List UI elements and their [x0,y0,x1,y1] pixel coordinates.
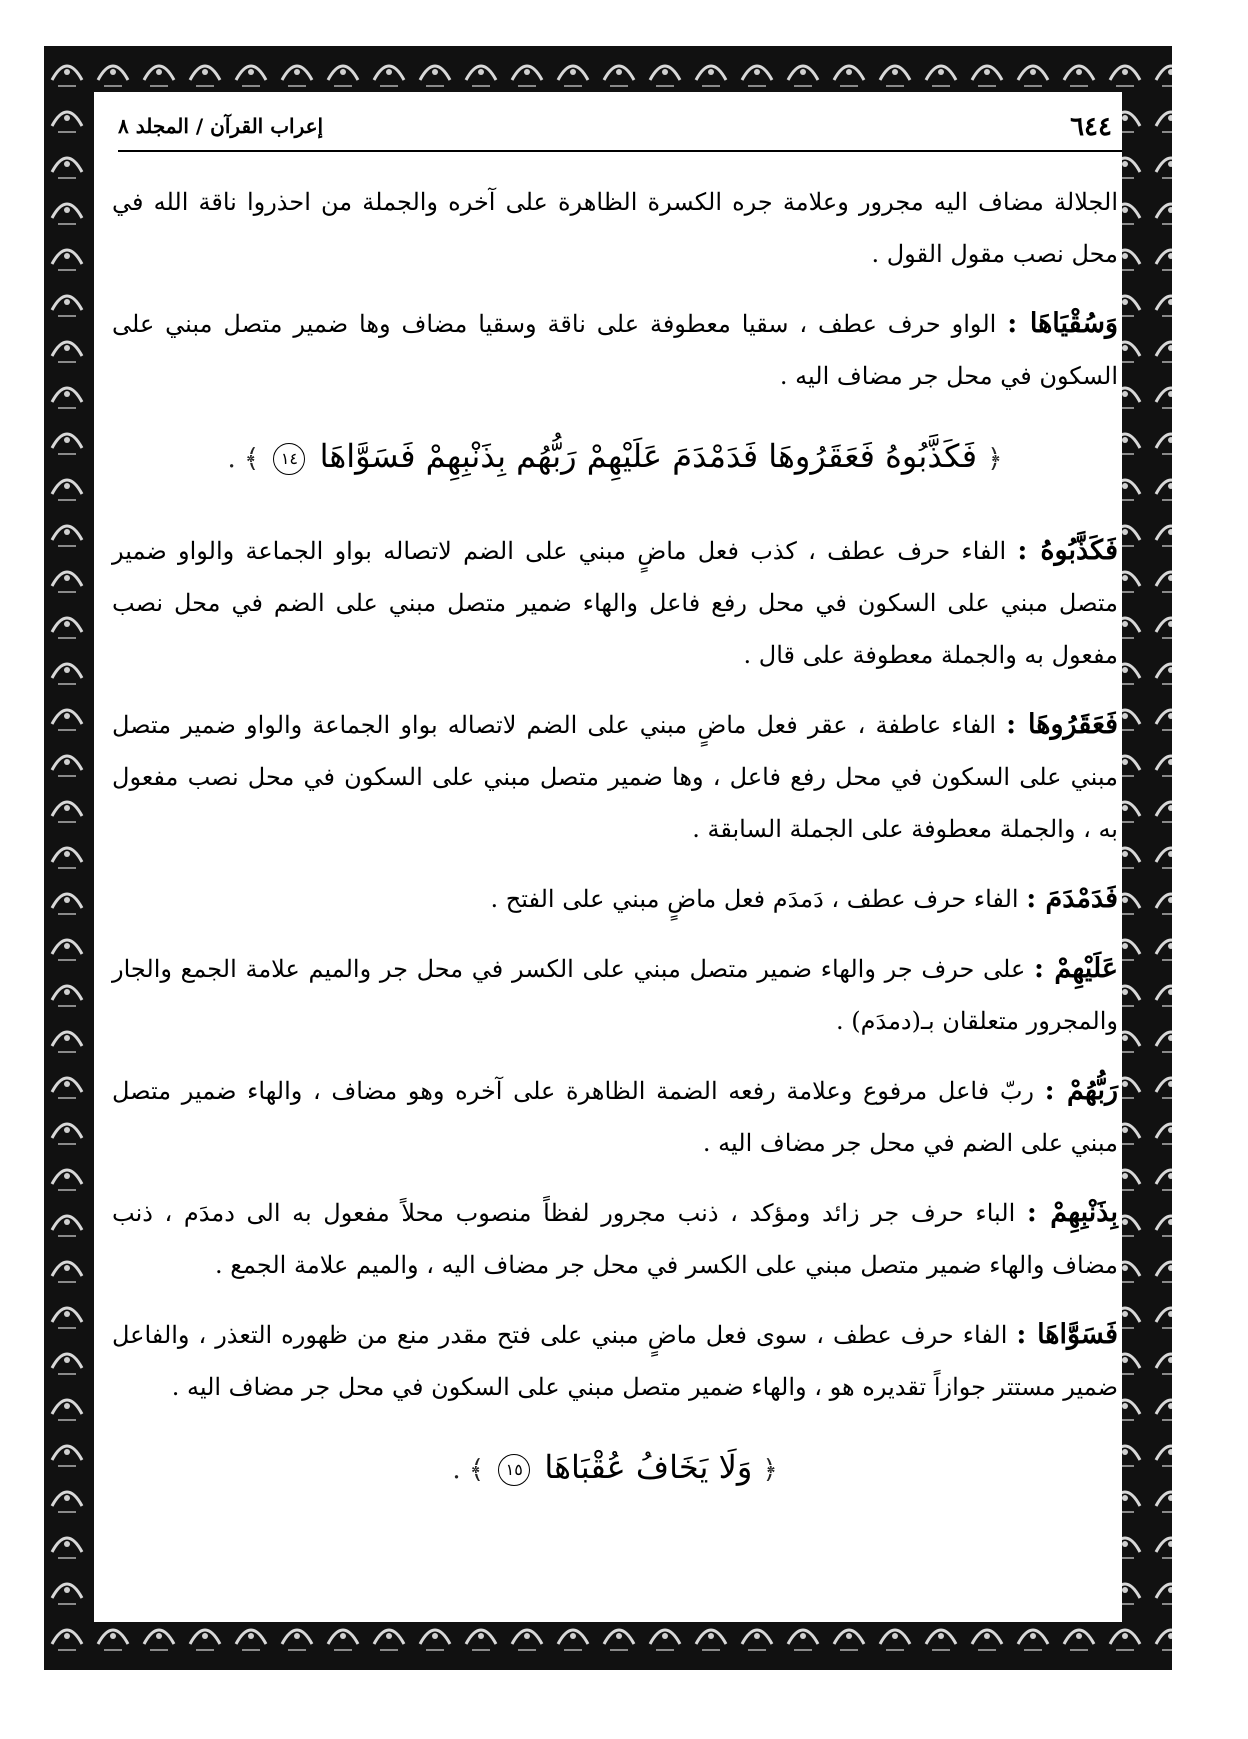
paragraph-text: ربّ فاعل مرفوع وعلامة رفعه الضمة الظاهرة على آخره وهو مضاف ، والهاء ضمير متصل مبني على الضم في محل جر مضاف اليه . [112,1077,1118,1157]
parsed-term: فَكَذَّبُوهُ : [1017,535,1119,566]
paragraph [112,873,1118,925]
parsed-term: بِذَنْبِهِمْ : [1026,1197,1118,1228]
parsed-term: فَدَمْدَمَ : [1026,883,1118,914]
paragraph [112,943,1118,1047]
ayah-number: ١٤ [273,443,305,475]
paragraph-text: الفاء حرف عطف ، دَمدَم فعل ماضٍ مبني على الفتح . [490,885,1027,913]
verse-open-bracket: ﴿ [987,444,1003,474]
paragraph [112,176,1118,280]
paragraph [112,1065,1118,1169]
quran-verse [112,1437,1118,1500]
paragraph-text: على حرف جر والهاء ضمير متصل مبني على الكسر في محل جر والميم علامة الجمع والجار والمجرور متعلقان بـ(دمدَم) . [112,955,1118,1035]
paragraph-text: الواو حرف عطف ، سقيا معطوفة على ناقة وسقيا مضاف وها ضمير متصل مبني على السكون في محل جر مضاف اليه . [112,310,1118,390]
parsed-term: رَبُّهُمْ : [1044,1075,1118,1106]
quran-verse [112,426,1118,489]
verse-open-bracket: ﴿ [762,1455,778,1485]
paragraph [112,1309,1118,1413]
paragraph-text: الفاء حرف عطف ، سوى فعل ماضٍ مبني على فتح مقدر منع من ظهوره التعذر ، والفاعل ضمير مستتر جوازاً تقديره هو ، والهاء ضمير متصل مبني على السكون في محل جر مضاف اليه . [112,1321,1118,1401]
running-title: إعراب القرآن / المجلد ٨ [118,114,324,138]
parsed-term: وَسُقْيَاهَا : [1007,308,1118,339]
paragraph-text: الجلالة مضاف اليه مجرور وعلامة جره الكسرة الظاهرة على آخره والجملة من احذروا ناقة الله في محل نصب مقول القول . [112,188,1118,268]
page-header [118,108,1112,150]
paragraph [112,525,1118,681]
paragraph-text: الفاء حرف عطف ، كذب فعل ماضٍ مبني على الضم لاتصاله بواو الجماعة والواو ضمير متصل مبني على السكون في محل رفع فاعل والهاء ضمير متصل مبني على الضم في محل نصب مفعول به والجملة معطوفة على قال . [112,537,1118,669]
paragraph [112,298,1118,402]
page-content [112,176,1118,1536]
paragraph [112,1187,1118,1291]
verse-text: فَكَذَّبُوهُ فَعَقَرُوهَا فَدَمْدَمَ عَلَيْهِمْ رَبُّهُم بِذَنْبِهِمْ فَسَوَّاهَا [319,437,978,475]
header-rule [118,150,1122,152]
parsed-term: عَلَيْهِمْ : [1033,953,1118,984]
ayah-number: ١٥ [498,1454,530,1486]
paragraph-text: الباء حرف جر زائد ومؤكد ، ذنب مجرور لفظاً منصوب محلاً مفعول به الى دمدَم ، ذنب مضاف والهاء ضمير متصل مبني على الكسر في محل جر مضاف اليه ، والميم علامة الجمع . [112,1199,1118,1279]
verse-close-bracket: ﴾ . [227,444,260,474]
paragraph-text: الفاء عاطفة ، عقر فعل ماضٍ مبني على الضم لاتصاله بواو الجماعة والواو ضمير متصل مبني على السكون في محل رفع فاعل ، وها ضمير متصل مبني على السكون في محل نصب مفعول به ، والجملة معطوفة على الجملة السابقة . [112,711,1118,843]
parsed-term: فَعَقَرُوهَا : [1006,709,1119,740]
paragraph [112,699,1118,855]
verse-text: وَلَا يَخَافُ عُقْبَاهَا [544,1448,753,1486]
verse-close-bracket: ﴾ . [452,1455,485,1485]
page-number: ٦٤٤ [1070,112,1112,142]
parsed-term: فَسَوَّاهَا : [1016,1319,1118,1350]
